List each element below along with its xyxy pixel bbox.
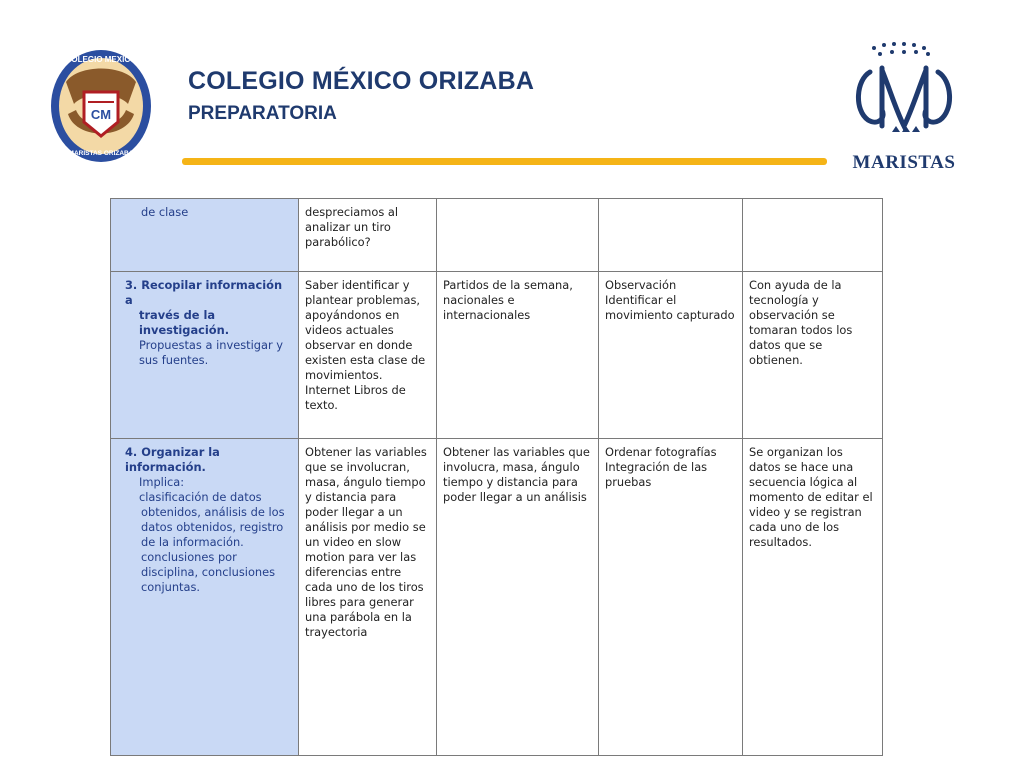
table-cell: despreciamos al analizar un tiro parabólico? <box>299 199 437 272</box>
step-cell <box>111 439 299 756</box>
crest-bottom-text: MARISTAS ORIZABA <box>68 150 134 157</box>
crest-top-text: COLEGIO MEXICO <box>65 55 137 64</box>
school-title: COLEGIO MÉXICO ORIZABA <box>188 67 535 95</box>
school-subtitle: PREPARATORIA <box>188 103 337 124</box>
step-body-line: Implica: <box>139 475 185 489</box>
step-title-line: través de la <box>139 308 216 322</box>
crest-initials: CM <box>90 107 112 122</box>
table-cell: Se organizan los datos se hace una secuencia lógica al momento de editar el video y se registran cada uno de los resultados. <box>743 439 883 756</box>
step-body-line: clasificación de datos <box>139 490 262 504</box>
step-title-line: investigación. <box>139 323 230 337</box>
table-cell: Obtener las variables que involucra, masa, ángulo tiempo y distancia para poder llegar a un análisis <box>437 439 599 756</box>
step-body-line: conjuntas. <box>141 580 201 594</box>
table-cell: Con ayuda de la tecnología y observación se tomaran todos los datos que se obtienen. <box>743 272 883 439</box>
table-row <box>111 272 883 439</box>
table-cell <box>599 199 743 272</box>
step-body-line: Propuestas a investigar y <box>139 338 284 352</box>
step-body-line: disciplina, conclusiones <box>141 565 276 579</box>
planning-table <box>110 198 883 756</box>
colegio-mexico-crest-logo <box>48 44 154 164</box>
table-cell: Saber identificar y plantear problemas, apoyándonos en videos actuales observar en donde existen esta clase de movimientos. Internet Libros de texto. <box>299 272 437 439</box>
step-title-line: 4. Organizar la información. <box>125 445 220 474</box>
table-cell <box>743 199 883 272</box>
step-body-line: obtenidos, análisis de los <box>141 505 285 519</box>
table-row <box>111 439 883 756</box>
step-cell <box>111 199 299 272</box>
table-cell <box>437 199 599 272</box>
step-title-line: 3. Recopilar información a <box>125 278 283 307</box>
step-cell <box>111 272 299 439</box>
maristas-logo-text: MARISTAS <box>852 152 956 173</box>
header-title-block <box>188 66 534 126</box>
step-body-line: de clase <box>141 205 189 219</box>
table-cell: Obtener las variables que se involucran, masa, ángulo tiempo y distancia para poder llegar a un análisis por medio se un video en slow motion para ver las diferencias entre cada uno de los tiros libres para generar una parábola en la trayectoria <box>299 439 437 756</box>
step-body-line: datos obtenidos, registro <box>141 520 284 534</box>
table-cell: Partidos de la semana, nacionales e internacionales <box>437 272 599 439</box>
table-row <box>111 199 883 272</box>
step-body-line: de la información. <box>141 535 244 549</box>
header-divider-line <box>182 158 827 165</box>
step-body-line: conclusiones por <box>141 550 237 564</box>
table-cell: Observación Identificar el movimiento capturado <box>599 272 743 439</box>
maristas-logo <box>840 40 968 174</box>
step-body-line: sus fuentes. <box>139 353 209 367</box>
table-cell: Ordenar fotografías Integración de las pruebas <box>599 439 743 756</box>
